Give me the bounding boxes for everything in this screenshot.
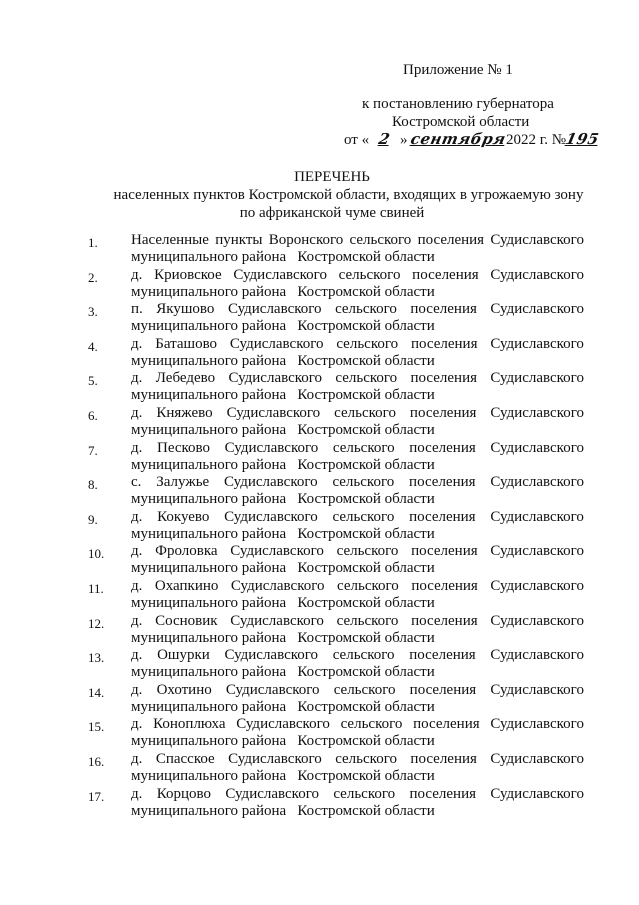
list-item-text-line1 xyxy=(131,647,584,664)
list-item-text-line2: муниципального района Костромской области xyxy=(131,318,435,335)
list-item-text-line2: муниципального района Костромской области xyxy=(131,560,435,577)
list-item-word: с. xyxy=(131,474,142,491)
list-item-text-line1 xyxy=(131,786,584,803)
list-item-word: Судиславского xyxy=(490,612,584,629)
list-item-text-line2: муниципального района Костромской области xyxy=(131,249,435,265)
list-item-word: Судиславского xyxy=(490,785,584,802)
list-item-text-line2: муниципального района Костромской области xyxy=(131,698,435,715)
list-item-word: Судиславского xyxy=(229,335,324,352)
list-item-word: Кокуево xyxy=(157,508,210,525)
list-item-word: Криовское xyxy=(154,266,222,283)
list-item-word: поселения xyxy=(413,716,480,733)
list-item-word: Баташово xyxy=(155,335,218,352)
list-item-word: Судиславского xyxy=(225,681,320,698)
list-item-text-line1 xyxy=(131,301,584,318)
list-item-word: Охотино xyxy=(156,681,212,698)
list-item-word: д. xyxy=(131,508,143,525)
list-item-word: Судиславского xyxy=(230,612,324,629)
list-item-word: поселения xyxy=(417,232,485,248)
list-item-word: сельского xyxy=(337,577,399,594)
list-item-word: Судиславского xyxy=(224,647,319,664)
list-item-number: 7. xyxy=(88,442,98,458)
list-item xyxy=(88,267,588,302)
list-item-number: 8. xyxy=(88,477,98,493)
list-item-word: д. xyxy=(131,370,143,387)
list-item-word: пункты xyxy=(215,232,263,248)
list-item xyxy=(88,716,588,751)
list-item-word: поселения xyxy=(409,474,476,491)
list-item-word: поселения xyxy=(411,577,478,594)
list-item-word: д. xyxy=(131,716,143,733)
list-item-word: Судиславского xyxy=(228,750,322,767)
list-item-word: поселения xyxy=(410,750,477,767)
appendix-title: Приложение № 1 xyxy=(403,62,513,78)
list-item-word: Судиславского xyxy=(236,716,330,733)
list-item-word: Судиславского xyxy=(490,750,584,767)
list-item-text-line1 xyxy=(131,370,584,387)
list-item-text-line2: муниципального района Костромской области xyxy=(131,802,435,819)
heading-subtitle-line2: по африканской чуме свиней xyxy=(239,205,425,221)
list-item-text-line1 xyxy=(131,716,584,733)
list-item-word: Судиславского xyxy=(490,370,584,387)
list-item-word: сельского xyxy=(349,232,412,248)
list-item-text-line2: муниципального района Костромской области xyxy=(131,352,435,369)
list-item-word: д. xyxy=(131,543,143,560)
list-item-word: Судиславского xyxy=(490,681,584,698)
list-item-text-line2: муниципального района Костромской области xyxy=(131,733,435,750)
list-item-number: 13. xyxy=(88,650,105,666)
list-item-word: поселения xyxy=(410,370,478,387)
list-item-word: сельского xyxy=(340,716,403,733)
list-item-word: Судиславского xyxy=(230,577,325,594)
list-item-text-line1 xyxy=(131,267,584,284)
list-item-word: сельского xyxy=(332,647,395,664)
list-item-word: поселения xyxy=(410,301,477,318)
list-item-word: сельского xyxy=(338,266,401,283)
list-item xyxy=(88,336,588,371)
list-item-word: Лебедево xyxy=(155,370,216,387)
list-item-word: поселения xyxy=(412,266,479,283)
list-item-word: Якушово xyxy=(156,301,215,318)
list-item-text-line2: муниципального района Костромской области xyxy=(131,283,435,300)
list-item-text-line2: муниципального района Костромской области xyxy=(131,387,435,404)
list-item-word: поселения xyxy=(409,647,476,664)
list-item-word: п. xyxy=(131,301,143,318)
list-item xyxy=(88,751,588,786)
list-item-word: сельского xyxy=(335,301,397,318)
list-item-number: 10. xyxy=(88,546,105,562)
list-item-word: Судиславского xyxy=(224,474,318,491)
decree-number-handwritten: 195 xyxy=(564,130,601,148)
list-item xyxy=(88,613,588,648)
list-item-word: сельского xyxy=(335,750,397,767)
list-item-word: Песково xyxy=(157,439,211,456)
list-item-word: Ошурки xyxy=(157,647,210,664)
list-item-number: 4. xyxy=(88,338,98,354)
list-item-text-line1 xyxy=(131,474,584,491)
list-item xyxy=(88,786,588,821)
list-item-word: Судиславского xyxy=(490,301,584,318)
list-item-word: Судиславского xyxy=(228,370,323,387)
list-item-word: д. xyxy=(131,404,143,421)
list-item-text-line1 xyxy=(131,613,584,630)
decree-region: Костромской области xyxy=(392,114,530,130)
list-item xyxy=(88,301,588,336)
list-item-word: Судиславского xyxy=(490,543,584,560)
list-item-number: 12. xyxy=(88,615,105,631)
list-item-word: сельского xyxy=(336,335,399,352)
list-item-word: поселения xyxy=(411,543,478,560)
list-item xyxy=(88,682,588,717)
heading-title: ПЕРЕЧЕНЬ xyxy=(294,169,370,185)
list-item-word: сельского xyxy=(336,612,399,629)
list-item-word: Судиславского xyxy=(490,716,584,733)
list-item-word: сельского xyxy=(332,474,395,491)
list-item-word: Княжево xyxy=(156,404,213,421)
list-item-word: Сосновик xyxy=(155,612,218,629)
list-item xyxy=(88,405,588,440)
list-item-word: Судиславского xyxy=(490,647,584,664)
list-item-word: Воронского xyxy=(268,232,344,248)
list-item-number: 11. xyxy=(88,580,104,596)
list-item-word: Населенные xyxy=(131,232,209,248)
list-item-number: 9. xyxy=(88,511,98,527)
list-item-word: Спасское xyxy=(155,750,215,767)
settlement-list xyxy=(88,232,588,820)
list-item-word: сельского xyxy=(333,785,396,802)
list-item-word: Судиславского xyxy=(490,266,584,283)
list-item-text-line1 xyxy=(131,440,584,457)
list-item-word: д. xyxy=(131,785,143,802)
list-item-text-line1 xyxy=(131,578,584,595)
list-item-word: Судиславского xyxy=(490,439,584,456)
list-item-word: сельского xyxy=(333,681,396,698)
list-item xyxy=(88,647,588,682)
list-item-word: Судиславского xyxy=(224,508,318,525)
list-item-number: 2. xyxy=(88,269,98,285)
list-item xyxy=(88,543,588,578)
list-item-word: д. xyxy=(131,577,143,594)
list-item-word: Судиславского xyxy=(233,266,327,283)
list-item-word: Фроловка xyxy=(155,543,218,560)
date-month-handwritten: сентября xyxy=(409,130,508,148)
list-item-word: Судиславского xyxy=(490,404,584,421)
list-item-text-line1 xyxy=(131,405,584,422)
list-item-word: поселения xyxy=(409,404,477,421)
list-item-word: поселения xyxy=(411,612,478,629)
list-item-word: д. xyxy=(131,612,143,629)
list-item-word: Судиславского xyxy=(226,404,321,421)
list-item-word: Судиславского xyxy=(490,577,584,594)
list-item-text-line2: муниципального района Костромской области xyxy=(131,491,435,508)
list-item-word: сельского xyxy=(334,404,396,421)
heading-subtitle-line1: населенных пунктов Костромской области, входящих в угрожаемую зону xyxy=(113,187,584,203)
list-item-text-line2: муниципального района Костромской области xyxy=(131,664,435,681)
list-item-word: Судиславского xyxy=(230,543,324,560)
list-item-number: 16. xyxy=(88,753,105,769)
date-day-handwritten: 2 xyxy=(377,130,392,148)
list-item-word: Коноплюха xyxy=(153,716,226,733)
list-item-text-line2: муниципального района Костромской области xyxy=(131,594,435,611)
list-item-word: поселения xyxy=(410,335,478,352)
list-item-word: Судиславского xyxy=(490,335,584,352)
list-item-word: Судиславского xyxy=(227,301,322,318)
list-item-word: д. xyxy=(131,266,143,283)
list-item-text-line1 xyxy=(131,232,584,249)
list-item-word: Судиславского xyxy=(224,439,319,456)
list-item-word: д. xyxy=(131,439,143,456)
list-item-word: д. xyxy=(131,681,143,698)
list-item-text-line2: муниципального района Костромской области xyxy=(131,767,435,784)
list-item-text-line2: муниципального района Костромской области xyxy=(131,629,435,646)
list-item xyxy=(88,440,588,475)
list-item-word: поселения xyxy=(409,785,476,802)
list-item-text-line2: муниципального района Костромской области xyxy=(131,456,435,473)
list-item-text-line1 xyxy=(131,682,584,699)
list-item xyxy=(88,232,588,267)
list-item-word: сельского xyxy=(332,439,395,456)
list-item-word: д. xyxy=(131,647,143,664)
decree-reference: к постановлению губернатора xyxy=(362,96,554,112)
list-item-word: д. xyxy=(131,750,143,767)
list-item-word: Охапкино xyxy=(154,577,219,594)
list-item-number: 1. xyxy=(88,235,98,250)
list-item-text-line2: муниципального района Костромской области xyxy=(131,421,435,438)
list-item-text-line1 xyxy=(131,336,584,353)
list-item-word: сельского xyxy=(335,370,398,387)
list-item-word: Судиславского xyxy=(490,508,584,525)
list-item-word: д. xyxy=(131,335,143,352)
list-item-number: 3. xyxy=(88,304,98,320)
list-item-word: Судиславского xyxy=(490,232,584,248)
list-item xyxy=(88,474,588,509)
date-year: 2022 г. № xyxy=(505,132,567,148)
list-item-word: Судиславского xyxy=(225,785,319,802)
list-item-text-line1 xyxy=(131,543,584,560)
list-item-number: 17. xyxy=(88,788,105,804)
list-item-word: поселения xyxy=(409,508,476,525)
list-item-number: 6. xyxy=(88,407,98,423)
list-item-word: Судиславского xyxy=(490,474,584,491)
list-item-word: Корцово xyxy=(156,785,212,802)
list-item-text-line2: муниципального района Костромской области xyxy=(131,525,435,542)
list-item-text-line1 xyxy=(131,751,584,768)
list-item xyxy=(88,370,588,405)
decree-date-line xyxy=(344,130,599,149)
list-item-number: 15. xyxy=(88,719,105,735)
list-item-text-line1 xyxy=(131,509,584,526)
list-item-word: сельского xyxy=(336,543,399,560)
list-item-word: поселения xyxy=(409,681,477,698)
date-prefix: от « xyxy=(344,132,370,148)
list-item-number: 5. xyxy=(88,373,98,389)
date-mid: » xyxy=(400,132,408,148)
list-item-word: поселения xyxy=(409,439,476,456)
list-item xyxy=(88,509,588,544)
list-item-word: Залужье xyxy=(156,474,210,491)
list-item xyxy=(88,578,588,613)
list-item-word: сельского xyxy=(332,508,395,525)
document-heading xyxy=(0,168,639,222)
list-item-number: 14. xyxy=(88,684,105,700)
